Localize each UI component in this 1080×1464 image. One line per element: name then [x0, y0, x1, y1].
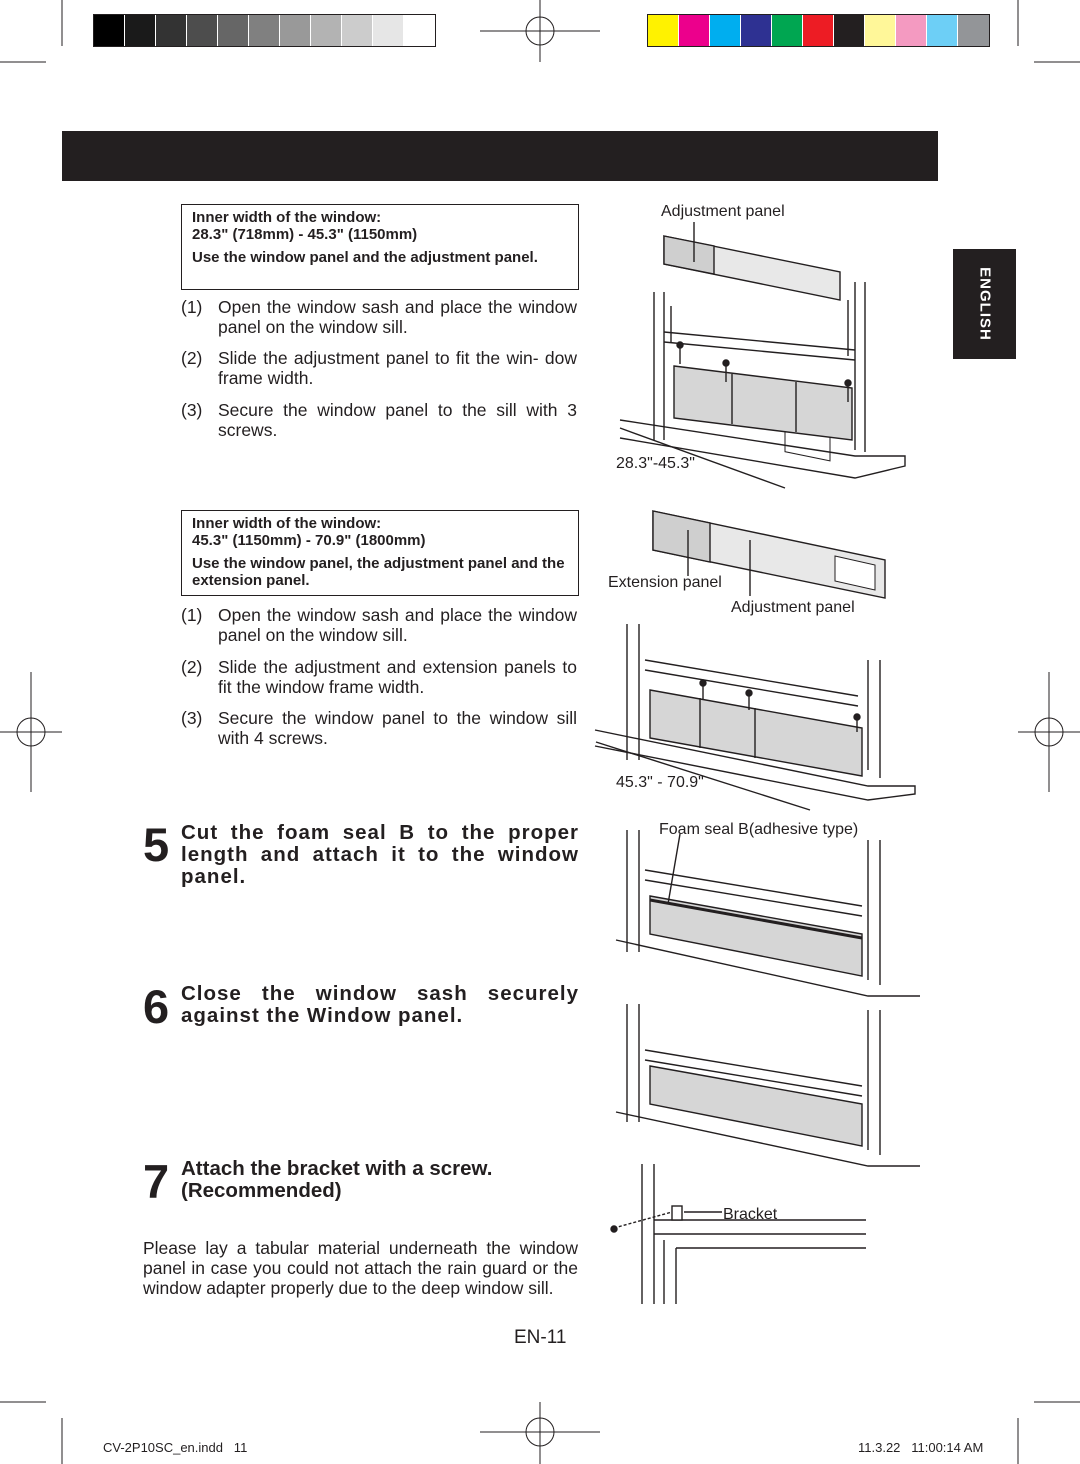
figure-4-sash-closed: [616, 1004, 920, 1166]
figure-3-foam-seal: [616, 830, 920, 996]
box1-heading: Inner width of the window:: [192, 209, 382, 226]
step-text: Open the window sash and place the window panel on the window sill.: [218, 605, 577, 645]
step-7-heading-line1: Attach the bracket with a screw.: [181, 1157, 493, 1180]
label-bracket: Bracket: [723, 1206, 778, 1223]
step-number: (3): [181, 708, 203, 728]
figure-2-window-panel: [595, 511, 915, 810]
box2-instruction: Use the window panel, the adjustment panel and the extension panel.: [192, 555, 565, 589]
figure-1-window-panel: [620, 222, 905, 488]
box1-instruction: Use the window panel and the adjustment panel.: [192, 249, 538, 266]
step-text: Slide the adjustment and extension panels to fit the window frame width.: [218, 657, 577, 697]
label-foam-seal: Foam seal B(adhesive type): [659, 821, 859, 838]
step-number: (1): [181, 605, 203, 625]
step-number: (1): [181, 297, 203, 317]
label-adjustment-panel-1: Adjustment panel: [661, 203, 785, 220]
step-6-heading: Close the window sash securely against the Window panel.: [181, 982, 579, 1027]
step-number: (3): [181, 400, 203, 420]
label-adjustment-panel-2: Adjustment panel: [731, 599, 855, 616]
step-number: (2): [181, 348, 203, 368]
step-7-number: 7: [143, 1155, 170, 1208]
page-number: EN-11: [514, 1327, 567, 1348]
step-5-number: 5: [143, 818, 170, 871]
label-range-2: 45.3" - 70.9": [616, 774, 704, 791]
language-tab-label: ENGLISH: [976, 267, 993, 341]
step-5-heading: Cut the foam seal B to the proper length and attach it to the window panel.: [181, 821, 579, 888]
step-6-number: 6: [143, 980, 170, 1033]
box2-range: 45.3" (1150mm) - 70.9" (1800mm): [192, 532, 426, 549]
step-text: Slide the adjustment panel to fit the win- dow frame width.: [218, 348, 577, 388]
box1-range: 28.3" (718mm) - 45.3" (1150mm): [192, 226, 418, 243]
box2-heading: Inner width of the window:: [192, 515, 382, 532]
footer-file-name: CV-2P10SC_en.indd 11: [103, 1440, 248, 1455]
step-text: Secure the window panel to the window sill with 4 screws.: [218, 708, 577, 748]
step-7-heading-line2: (Recommended): [181, 1179, 342, 1202]
step-number: (2): [181, 657, 203, 677]
step-text: Open the window sash and place the window panel on the window sill.: [218, 297, 577, 337]
figure-5-bracket: [611, 1164, 866, 1304]
label-extension-panel: Extension panel: [608, 574, 722, 591]
label-range-1: 28.3"-45.3": [616, 455, 695, 472]
deep-sill-note: Please lay a tabular material underneath the window panel in case you could not attach the rain guard or the window adapter properly due to the deep window sill.: [143, 1238, 578, 1298]
step-text: Secure the window panel to the sill with 3 screws.: [218, 400, 577, 440]
footer-timestamp: 11.3.22 11:00:14 AM: [858, 1440, 984, 1455]
